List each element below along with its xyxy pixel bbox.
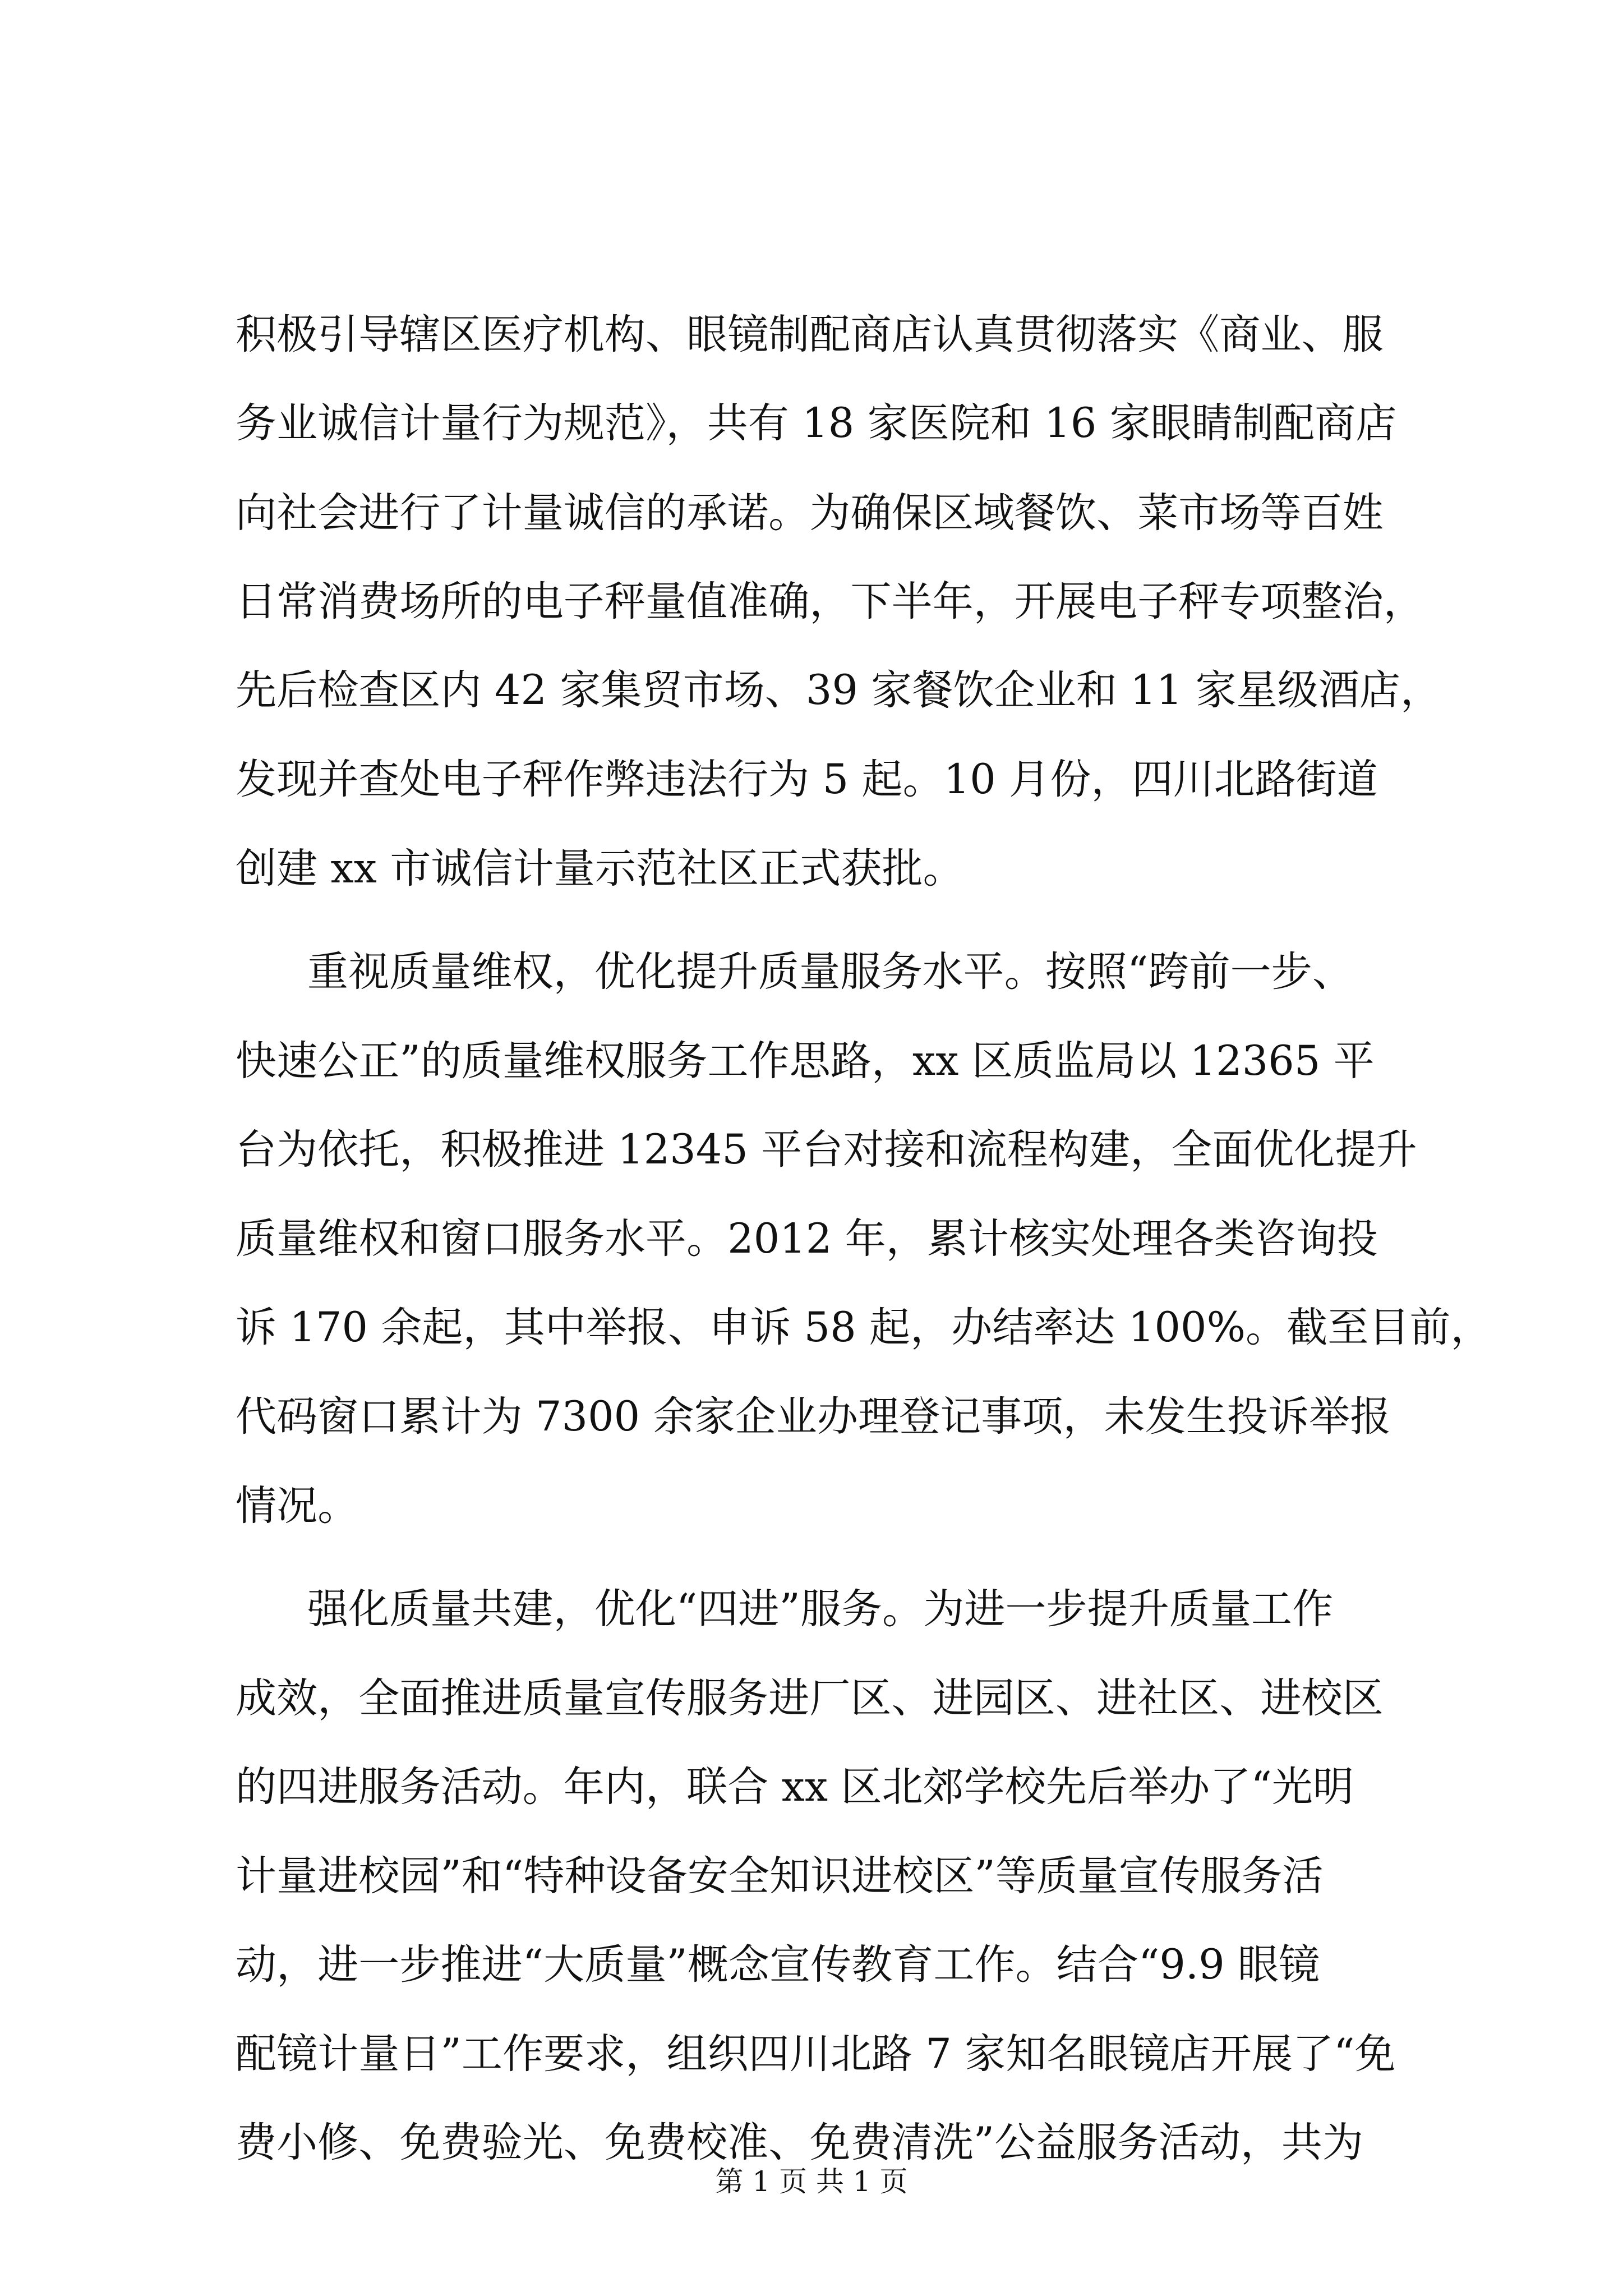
text-line: 发现并查处电子秤作弊违法行为 5 起。10 月份，四川北路街道: [236, 756, 1378, 803]
text-line: 诉 170 余起，其中举报、申诉 58 起，办结率达 100%。截至目前，: [236, 1304, 1492, 1351]
text-line: 动，进一步推进“大质量”概念宣传教育工作。结合“9.9 眼镜: [236, 1941, 1320, 1989]
text-line: 成效，全面推进质量宣传服务进厂区、进园区、进社区、进校区: [236, 1674, 1384, 1722]
text-line: 向社会进行了计量诚信的承诺。为确保区域餐饮、菜市场等百姓: [236, 489, 1384, 537]
text-line: 台为依托，积极推进 12345 平台对接和流程构建，全面优化提升: [236, 1126, 1417, 1174]
text-line: 代码窗口累计为 7300 余家企业办理登记事项，未发生投诉举报: [236, 1393, 1391, 1441]
text-line: 的四进服务活动。年内，联合 xx 区北郊学校先后举办了“光明: [236, 1763, 1354, 1811]
text-line: 情况。: [236, 1482, 359, 1530]
text-line: 务业诚信计量行为规范》，共有 18 家医院和 16 家眼睛制配商店: [236, 399, 1397, 447]
text-line: 配镜计量日”工作要求，组织四川北路 7 家知名眼镜店开展了“免: [236, 2030, 1396, 2078]
text-line: 日常消费场所的电子秤量值准确，下半年，开展电子秤专项整治，: [236, 578, 1424, 625]
paragraph-first-line: 重视质量维权，优化提升质量服务水平。按照“跨前一步、: [307, 948, 1353, 996]
text-line: 质量维权和窗口服务水平。2012 年，累计核实处理各类咨询投: [236, 1215, 1378, 1263]
text-line: 费小修、免费验光、免费校准、免费清洗”公益服务活动，共为: [236, 2119, 1364, 2166]
text-line: 快速公正”的质量维权服务工作思路，xx 区质监局以 12365 平: [236, 1037, 1375, 1085]
paragraph-first-line: 强化质量共建，优化“四进”服务。为进一步提升质量工作: [307, 1585, 1334, 1633]
text-line: 创建 xx 市诚信计量示范社区正式获批。: [236, 845, 964, 892]
text-line: 先后检查区内 42 家集贸市场、39 家餐饮企业和 11 家星级酒店，: [236, 666, 1442, 714]
text-line: 积极引导辖区医疗机构、眼镜制配商店认真贯彻落实《商业、服: [236, 311, 1384, 358]
text-line: 计量进校园”和“特种设备安全知识进校区”等质量宣传服务活: [236, 1852, 1324, 1900]
page-number-footer: 第 1 页 共 1 页: [715, 2165, 908, 2198]
